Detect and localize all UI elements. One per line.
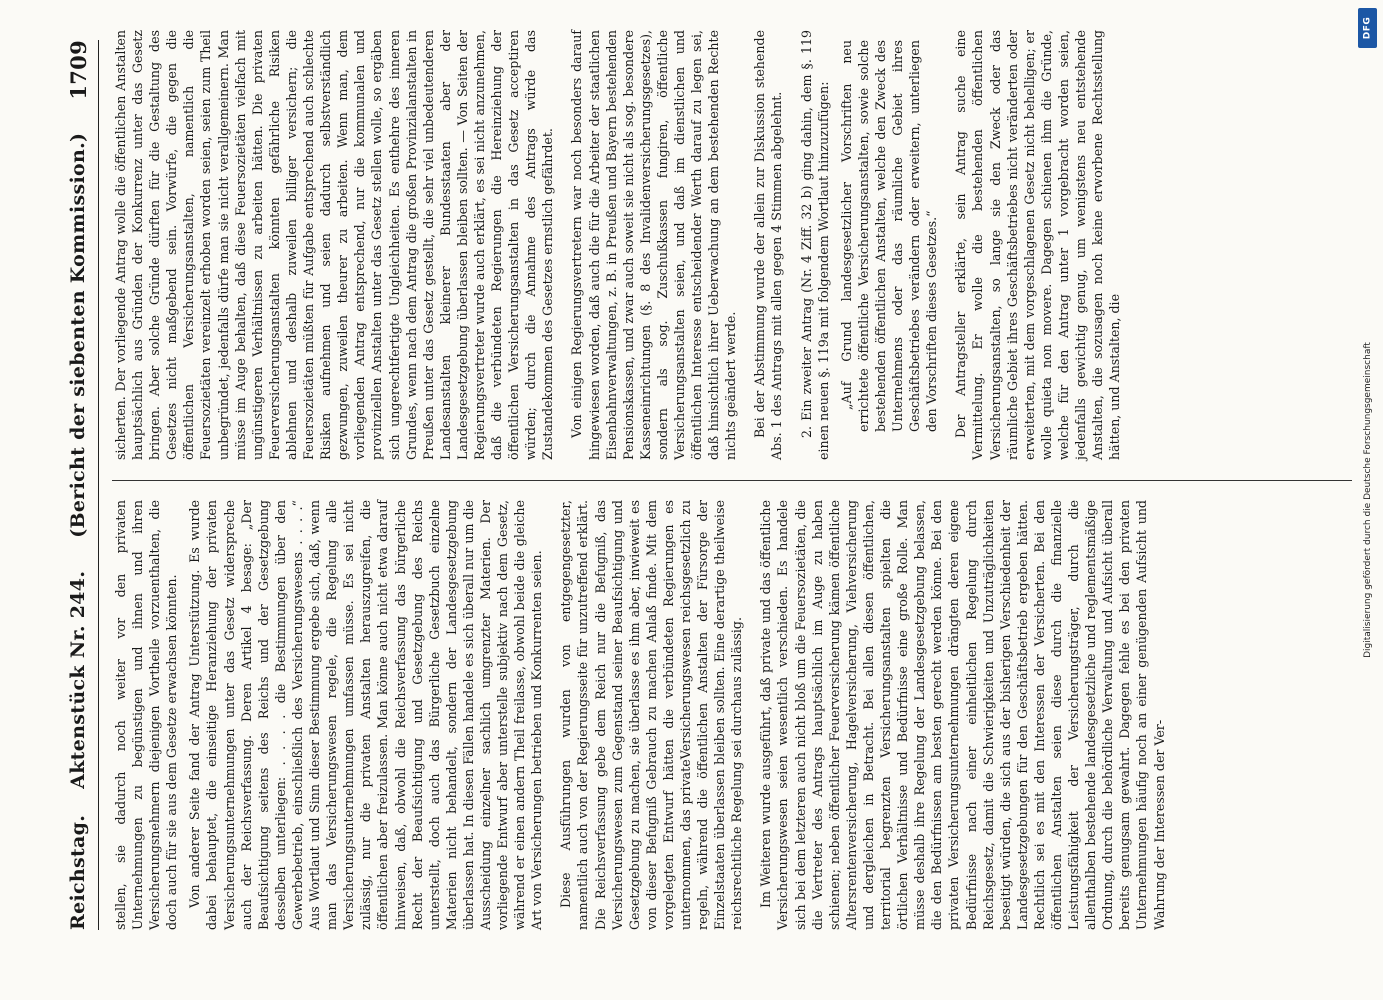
right-paragraph-4: 2. Ein zweiter Antrag (Nr. 4 Ziff. 32 b) ging dahin, dem §. 119 einen neuen §. 119a mit folgendem Wortlaut hinzuzufügen: xyxy=(798,30,831,460)
page-header xyxy=(58,40,99,930)
header-title: (Bericht der siebenten Kommission.) xyxy=(67,132,89,538)
left-paragraph-4: Im Weiteren wurde ausgeführt, daß private und das öffentliche Versicherungswesen seien wesentlich verschieden. Es handele sich bei dem letzteren auch nicht bloß um die Feuersozietäten, die die Vertreter des Antrags hauptsächlich im Auge zu haben schienen; neben öffentlicher Feuerversicherung kämen öffentliche Altersrentenversicherung, Hagelversicherung, Viehversicherung und dergleichen in Betracht. Bei allen diesen öffentlichen, territorial begrenzten Versicherungsanstalten spielten die örtlichen Verhältnisse und Bedürfnisse eine große Rolle. Man müsse deshalb ihre Regelung der Landesgesetzgebung belassen, die den Bedürfnissen am besten gerecht werden könne. Bei den privaten Versicherungsunternehmungen drängten deren eigene Bedürfnisse nach einer einheitlichen Regelung durch Reichsgesetz, damit die Schwierigkeiten und Unzuträglichkeiten beseitigt würden, die sich aus der bisherigen Verschiedenheit der Landesgesetzgebungen für den Geschäftsbetrieb ergeben hätten. Rechtlich sei es mit den Interessen der Versicherten. Bei den öffentlichen Anstalten seien diese durch die finanzielle Leistungsfähigkeit der Versicherungsträger, durch die allenthalben bestehende landesgesetzliche und reglementsmäßige Ordnung, durch die behördliche Verwaltung und Aufsicht überall bereits genugsam gewahrt. Dagegen fehle es bei den privaten Unternehmungen häufig noch an einer genügenden Aufsicht und Wahrung der Interessen der Ver- xyxy=(758,500,1167,930)
left-column xyxy=(112,500,1174,930)
left-paragraph-2: Von anderer Seite fand der Antrag Unterstützung. Es wurde dabei behauptet, die einseitige Heranziehung der privaten Versicherungsunternehmungen unter das Gesetz widerspreche auch der Reichsverfassung. Deren Artikel 4 besage: „Der Beaufsichtigung seitens des Reichs und der Gesetzgebung desselben unterliegen: . . . . die Bestimmungen über den Gewerbebetrieb, einschließlich des Versicherungswesens . . . .“ Aus Wortlaut und Sinn dieser Bestimmung ergebe sich, daß, wenn man das Versicherungswesen regele, die Regelung alle Versicherungsunternehmungen umfassen müsse. Es sei nicht zulässig, nur die privaten Anstalten herauszugreifen, die öffentlichen aber freizulassen. Man könne auch nicht etwa darauf hinweisen, daß, obwohl die Reichsverfassung das bürgerliche Recht der Beaufsichtigung und Gesetzgebung des Reichs unterstellt, doch auch das Bürgerliche Gesetzbuch einzelne Materien nicht behandelt, sondern der Landesgesetzgebung überlassen hat. In diesen Fällen handele es sich überall nur um die Ausscheidung einzelner sachlich umgrenzter Materien. Der vorliegende Entwurf aber unterstelle subjektiv nach dem Gesetz, während er einen andern Theil freilasse, obwohl beide die gleiche Art von Versicherungen betrieben und Konkurrenten seien. xyxy=(187,500,545,930)
header-aktenstueck: Aktenstück Nr. 244. xyxy=(67,570,89,789)
right-column xyxy=(112,30,1129,460)
digitization-note-text: Digitalisierung gefördert durch die Deutsche Forschungsgemeinschaft xyxy=(1363,342,1373,658)
left-paragraph-3: Diese Ausführungen wurden von entgegengesetzter, namentlich auch von der Regierungsseite für unzutreffend erklärt. Die Reichsverfassung gebe dem Reich nur die Befugniß, das Versicherungswesen zum Gegenstand seiner Beaufsichtigung und Gesetzgebung zu machen, sie überlasse es ihm aber, inwieweit es von dieser Befugniß Gebrauch zu machen Anlaß finde. Mit dem vorgelegten Entwurf hätten die verbündeten Regierungen es unternommen, das privateVersicherungswesen reichsgesetzlich zu regeln, während die öffentlichen Anstalten der Fürsorge der Einzelstaaten überlassen bleiben sollten. Eine derartige theilweise reichsrechtliche Regelung sei durchaus zulässig. xyxy=(558,500,745,930)
right-paragraph-2: Von einigen Regierungsvertretern war noch besonders darauf hingewiesen worden, daß auch die für die Arbeiter der staatlichen Eisenbahnverwaltungen, z. B. in Preußen und Bayern bestehenden Pensionskassen, und zwar auch soweit sie nicht als sog. besondere Kasseneinrichtungen (§. 8 des Invalidenversicherungsgesetzes), sondern als sog. Zuschußkassen fungiren, öffentliche Versicherungsanstalten seien, und daß im dienstlichen und öffentlichen Interesse entscheidender Werth darauf zu legen sei, daß hinsichtlich ihrer Ueberwachung an dem bestehenden Rechte nichts geändert werde. xyxy=(569,30,739,460)
right-paragraph-5: Der Antragsteller erklärte, sein Antrag suche eine Vermittelung. Er wolle die bestehenden öffentlichen Versicherungsanstalten, so lange sie den Zweck oder das räumliche Gebiet ihres Geschäftsbetriebes nicht veränderten oder erweiterten, mit dem vorgeschlagenen Gesetz nicht behelligen; er wolle quieta non movere. Dagegen schienen ihm die Gründe, welche für den Antrag unter 1 vorgebracht worden seien, jedenfalls gewichtig genug, um wenigstens neu entstehende Anstalten, die sozusagen noch keine erworbene Rechtsstellung hätten, und Anstalten, die xyxy=(953,30,1123,460)
right-paragraph-3: Bei der Abstimmung wurde der allein zur Diskussion stehende Abs. 1 des Antrags mit allen gegen 4 Stimmen abgelehnt. xyxy=(752,30,785,460)
right-quote-paragraph: „Auf Grund landesgesetzlicher Vorschriften neu errichtete öffentliche Versicherungsanstalten, sowie solche bestehenden öffentlichen Anstalten, welche den Zweck des Unternehmens oder das räumliche Gebiet ihres Geschäftsbetriebes verändern oder erweitern, unterliegen den Vorschriften dieses Gesetzes.“ xyxy=(838,40,940,432)
dfg-logo-text: DFG xyxy=(1362,16,1373,40)
column-divider xyxy=(112,480,1352,481)
right-paragraph-1: sicherten. Der vorliegende Antrag wolle die öffentlichen Anstalten hauptsächlich aus Gründen der Konkurrenz unter das Gesetz bringen. Aber solche Gründe dürften für die Gestaltung des Gesetzes nicht maßgebend sein. Vorwürfe, die gegen die öffentlichen Versicherungsanstalten, namentlich die Feuersozietäten vereinzelt erhoben worden seien, seien zum Theil unbegründet, jedenfalls dürfe man sie nicht verallgemeinern. Man müsse im Auge behalten, daß diese Feuersozietäten vielfach mit ungünstigeren Verhältnissen zu arbeiten hätten. Die privaten Feuerversicherungsanstalten könnten gefährliche Risiken ablehnen und deshalb zuweilen billiger versichern; die Feuersozietäten müßten für Aufgabe entsprechend auch schlechte Risiken aufnehmen und seien dadurch selbstverständlich gezwungen, zuweilen theurer zu arbeiten. Wenn man, dem vorliegenden Antrag entsprechend, nur die kommunalen und provinziellen Anstalten unter das Gesetz stellen wolle, so ergäben sich ungerechtfertigte Ungleichheiten. Es enthehre des inneren Grundes, wenn nach dem Antrag die großen Provinzialanstalten in Preußen unter das Gesetz gestellt, die sehr viel unbedeutenderen Landesanstalten kleinerer Bundesstaaten aber der Landesgesetzgebung überlassen bleiben sollten. — Von Seiten der Regierungsvertreter wurde auch erklärt, es sei nicht anzunehmen, daß die verbündeten Regierungen die Hereinziehung der öffentlichen Versicherungsanstalten in das Gesetz acceptiren würden; durch die Annahme des Antrags würde das Zustandekommen des Gesetzes ernstlich gefährdet. xyxy=(113,30,556,460)
header-left xyxy=(67,571,89,930)
page-number: 1709 xyxy=(65,40,91,100)
header-reichstag: Reichstag. xyxy=(67,814,89,930)
digitization-note xyxy=(1357,0,1379,1000)
left-paragraph-1: stellen, sie dadurch noch weiter vor den privaten Unternehmungen zu begünstigen und ihnen und ihren Versicherungsnehmern diejenigen Vortheile vorzuenthalten, die doch auch für sie aus dem Gesetze erwachsen könnten. xyxy=(113,500,180,930)
